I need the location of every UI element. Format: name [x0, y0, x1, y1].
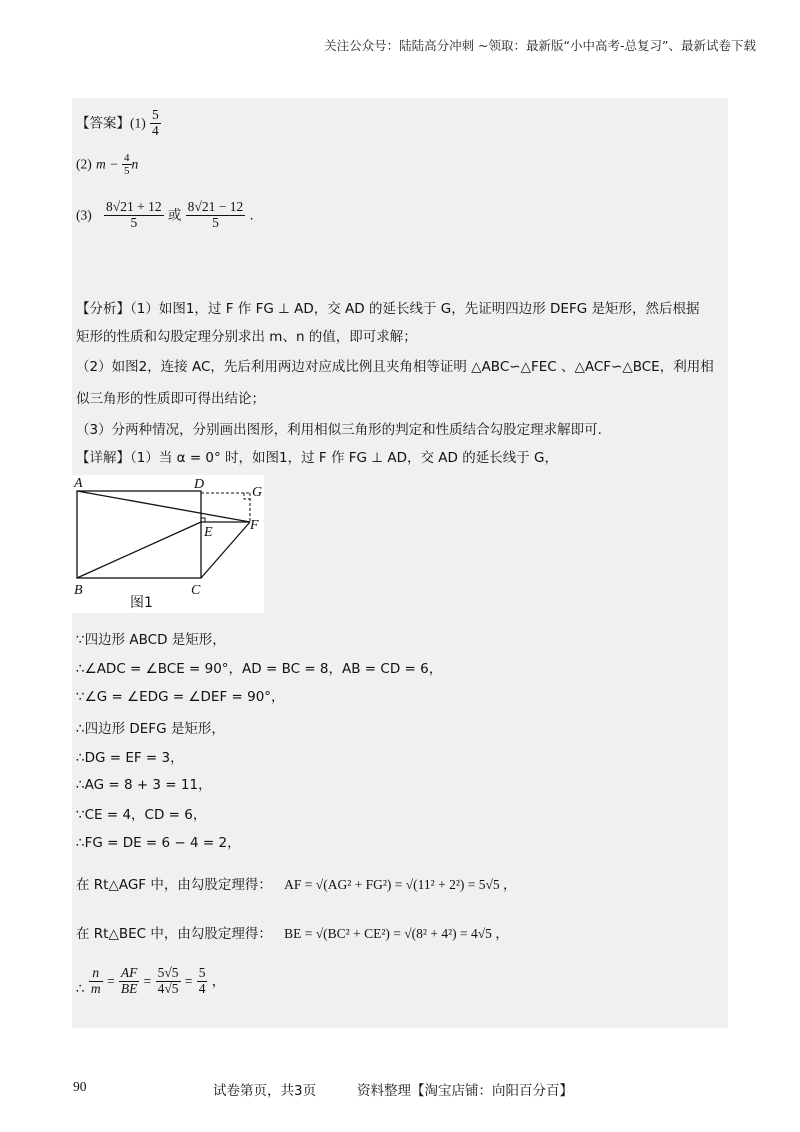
- figure-1: [72, 475, 264, 613]
- fraction-numerator: 5√5: [157, 965, 179, 980]
- comma: ，: [211, 973, 226, 990]
- fraction-denominator: 4: [152, 122, 159, 138]
- fraction: [150, 108, 161, 139]
- step-10-equation: BE = √(BC² + CE²) = √(8² + 4²) = 4√5 ，: [284, 926, 509, 941]
- part-number: (2): [76, 156, 92, 172]
- fraction-denominator: 5: [212, 214, 219, 230]
- step-2: ∴∠ADC = ∠BCE = 90°，AD = BC = 8，AB = CD = 6，: [76, 661, 443, 677]
- segment-be: [77, 522, 201, 578]
- or-word: 或: [167, 207, 182, 224]
- label-b: B: [74, 583, 83, 598]
- right-angle-mark-g: [244, 493, 250, 499]
- label-f: F: [250, 518, 259, 533]
- period: .: [249, 207, 254, 224]
- analysis-line-5: （3）分两种情况，分别画出图形，利用相似三角形的判定和性质结合勾股定理求解即可.: [76, 422, 602, 438]
- fraction-numerator: 5: [198, 965, 206, 980]
- analysis-line-3: （2）如图2，连接 AC，先后利用两边对应成比例且夹角相等证明 △ABC∽△FEC 、△ACF∽△BCE，利用相: [76, 359, 714, 375]
- label-d: D: [194, 477, 205, 492]
- fraction-numerator: 4: [124, 152, 130, 164]
- equals-sign: =: [143, 973, 152, 989]
- answer-part3: [76, 200, 254, 231]
- fraction-denominator: 4: [198, 980, 206, 996]
- fraction-numerator: n: [89, 966, 103, 982]
- page-number: 90: [73, 1079, 87, 1094]
- segment-af: [77, 491, 250, 522]
- equals-sign: =: [184, 973, 193, 989]
- label-a: A: [74, 476, 83, 491]
- geometry-figure: [72, 475, 264, 613]
- step-8: ∴FG = DE = 6 − 4 = 2，: [76, 835, 241, 851]
- fraction: [89, 966, 103, 997]
- part-number: (3): [76, 207, 92, 223]
- therefore-symbol: ∴: [76, 981, 85, 998]
- step-10: [76, 927, 509, 942]
- step-9-equation: AF = √(AG² + FG²) = √(11² + 2²) = 5√5 ，: [284, 877, 517, 892]
- fraction: [119, 966, 140, 997]
- fraction-denominator: 4√5: [157, 980, 179, 996]
- rectangle-abcd: [77, 491, 201, 578]
- step-7: ∵CE = 4，CD = 6，: [76, 807, 207, 823]
- label-e: E: [204, 525, 213, 540]
- fraction-denominator: 5: [130, 214, 138, 230]
- math-var: m: [96, 156, 106, 172]
- fraction: [186, 200, 246, 231]
- fraction-numerator: 5: [152, 107, 159, 122]
- fraction-denominator: 5: [124, 165, 130, 178]
- step-3: ∵∠G = ∠EDG = ∠DEF = 90°，: [76, 689, 285, 705]
- fraction-numerator: 8√21 − 12: [187, 199, 244, 214]
- fraction: [104, 200, 164, 231]
- fraction-numerator: AF: [120, 965, 138, 980]
- label-c: C: [191, 583, 201, 598]
- footer-page-info: 试卷第页，共3页: [213, 1083, 317, 1099]
- equals-sign: =: [106, 973, 115, 989]
- math-op: −: [110, 156, 118, 172]
- fraction-denominator: BE: [120, 980, 138, 996]
- analysis-line-1: 【分析】（1）如图1，过 F 作 FG ⊥ AD，交 AD 的延长线于 G，先证明四边形 DEFG 是矩形，然后根据: [76, 301, 700, 317]
- label-g: G: [252, 485, 263, 500]
- math-var: n: [131, 156, 139, 172]
- step-11: [76, 966, 225, 997]
- step-4: ∴四边形 DEFG 是矩形，: [76, 721, 225, 737]
- fraction: [197, 966, 208, 997]
- fraction-denominator: m: [90, 980, 101, 996]
- fraction: [122, 152, 132, 177]
- fraction-numerator: 8√21 + 12: [106, 199, 162, 214]
- step-10-text: 在 Rt△BEC 中，由勾股定理得：: [76, 926, 272, 942]
- page-header: 关注公众号：陆陆高分冲刺 ~领取：最新版“小中高考-总复习”、最新试卷下载: [324, 38, 756, 53]
- step-9: [76, 878, 517, 893]
- step-6: ∴AG = 8 + 3 = 11，: [76, 777, 212, 793]
- answer-part1: [76, 108, 161, 139]
- figure-caption: 图1: [130, 595, 153, 611]
- analysis-line-2: 矩形的性质和勾股定理分别求出 m、n 的值，即可求解；: [76, 329, 417, 345]
- fraction: [156, 966, 181, 997]
- part-number: (1): [130, 115, 146, 131]
- answer-label: 【答案】: [76, 115, 130, 132]
- step-1: ∵四边形 ABCD 是矩形，: [76, 632, 226, 648]
- detail-line-1: 【详解】（1）当 α = 0° 时，如图1，过 F 作 FG ⊥ AD，交 AD 的延长线于 G，: [76, 450, 558, 466]
- footer-source: 资料整理【淘宝店铺：向阳百分百】: [357, 1083, 573, 1099]
- step-5: ∴DG = EF = 3，: [76, 750, 184, 766]
- step-9-text: 在 Rt△AGF 中，由勾股定理得：: [76, 877, 272, 893]
- answer-part2: [76, 152, 138, 177]
- analysis-line-4: 似三角形的性质即可得出结论；: [76, 391, 265, 407]
